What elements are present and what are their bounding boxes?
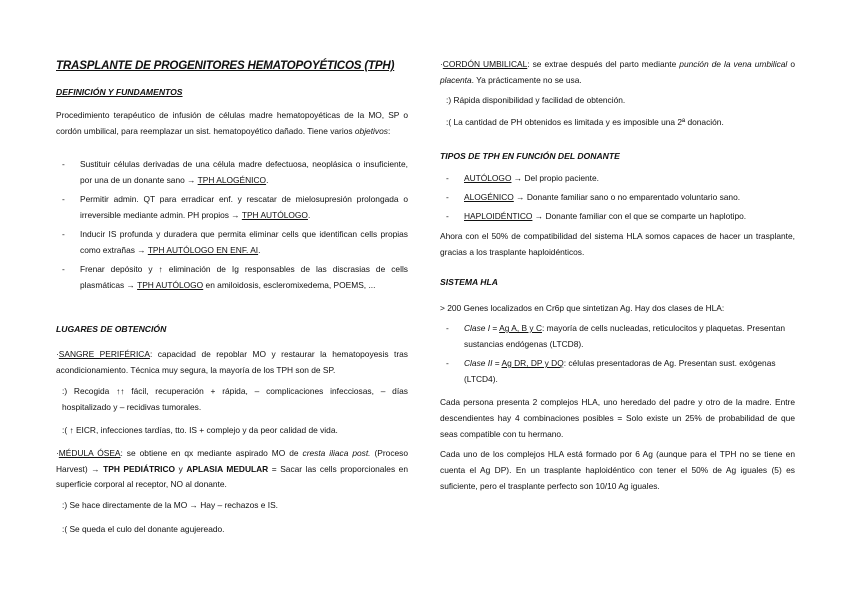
item-end: . xyxy=(307,209,311,220)
sangre-desventajas: :( ↑ EICR, infecciones tardías, tto. IS + complejo y da peor calidad de vida. xyxy=(62,425,338,435)
hla-class-label: Clase I xyxy=(464,323,491,333)
bullet-dot: · xyxy=(440,59,443,69)
hla-equals: = xyxy=(492,358,502,368)
cordon-umbilical-label: CORDÓN UMBILICAL xyxy=(442,59,528,69)
bullet-dot: · xyxy=(56,448,59,458)
item-tph-type: TPH ALOGÉNICO xyxy=(197,174,267,185)
item-end: en amiloidosis, escleromixedema, POEMS, ... xyxy=(203,279,376,290)
item-end: . xyxy=(266,174,269,185)
aplasia-medular: APLASIA MEDULAR xyxy=(186,463,269,474)
cordon-ventajas: :) Rápida disponibilidad y facilidad de obtención. xyxy=(446,95,626,105)
item-text: Permitir admin. QT para erradicar enf. y rescatar de mielosupresión prolongada o irreversible mediante admin. PH propios → xyxy=(80,194,408,220)
hla-antigens: Ag A, B y C xyxy=(499,323,542,333)
sangre-periferica-paragraph xyxy=(56,347,408,378)
tipo-label: ALOGÉNICO xyxy=(464,192,514,202)
medula-text: = Sacar las cells proporcionales en superficie corporal al receptor, NO al donante. xyxy=(56,463,408,489)
hla-class-text: : mayoría de cells nucleadas, reticulocitos y plaquetas. Presentan sustancias endógenas (LTCD8). xyxy=(464,323,786,349)
cordon-umbilical-paragraph xyxy=(440,56,795,88)
medula-osea-label: MÉDULA ÓSEA xyxy=(58,448,121,458)
sangre-ventajas: :) Recogida ↑↑ fácil, recuperación + rápida, – complicaciones infecciosas, – días hospitalizado y – recidivas tumorales. xyxy=(62,386,408,412)
hla-class-text: : células presentadoras de Ag. Presentan sust. exógenas (LTCD4). xyxy=(464,358,776,384)
item-tph-type: TPH AUTÓLOGO xyxy=(137,279,204,290)
sangre-periferica-text: : capacidad de repoblar MO y restaurar la hematopoyesis tras acondicionamiento. Técnica muy segura, la mayoría de los TPH son de SP. xyxy=(56,349,408,375)
item-tph-type: TPH AUTÓLOGO xyxy=(241,209,308,220)
sangre-periferica-label: SANGRE PERIFÉRICA xyxy=(58,349,150,359)
cordon-desventajas: :( La cantidad de PH obtenidos es limitada y es imposible una 2ª donación. xyxy=(446,117,724,127)
hla-class-label: Clase II xyxy=(464,358,493,368)
item-tph-type: TPH AUTÓLOGO EN ENF. AI xyxy=(147,244,259,255)
list-item xyxy=(56,157,408,188)
list-item xyxy=(56,262,408,293)
intro-objetivos: objetivos xyxy=(354,125,388,136)
tipos-list xyxy=(440,169,795,226)
list-item xyxy=(56,192,408,223)
cordon-text: . Ya prácticamente no se usa. xyxy=(471,75,582,85)
definicion-intro xyxy=(56,108,408,139)
hla-classes-list xyxy=(440,320,795,387)
bullet-dot: · xyxy=(56,349,59,359)
objetivos-list xyxy=(56,157,408,293)
item-end: . xyxy=(258,244,261,255)
tipo-text: → Donante familiar con el que se comparte un haplotipo. xyxy=(532,211,747,221)
intro-colon: : xyxy=(387,125,391,136)
list-item xyxy=(440,169,795,188)
list-item xyxy=(440,207,795,226)
cordon-italic: punción de la vena umbilical xyxy=(679,59,788,69)
medula-text: (Proceso Harvest) → xyxy=(56,448,409,474)
medula-ventajas: :) Se hace directamente de la MO → Hay – rechazos e IS. xyxy=(62,500,278,510)
tipos-heading: TIPOS DE TPH EN FUNCIÓN DEL DONANTE xyxy=(440,151,620,161)
tipo-text: → Del propio paciente. xyxy=(511,173,599,183)
medula-osea-paragraph xyxy=(56,446,408,493)
hla-paragraph-antigenos: Cada uno de los complejos HLA está formado por 6 Ag (aunque para el TPH no se tiene en cuenta el Ag DP). En un trasplante haploidéntico con tener el 50% de Ag iguales (5) es suficiente, pero el trasplante perfecto son 10/10 Ag iguales. xyxy=(440,449,795,491)
hla-intro: > 200 Genes localizados en Cr6p que sintetizan Ag. Hay dos clases de HLA: xyxy=(440,303,725,313)
lugares-heading: LUGARES DE OBTENCIÓN xyxy=(56,324,167,334)
medula-text: : se obtiene en qx mediante aspirado MO de xyxy=(120,448,303,458)
hla-equals: = xyxy=(490,323,500,333)
medula-text: y xyxy=(175,463,187,474)
item-text: Sustituir células derivadas de una célula madre defectuosa, neoplásica o insuficiente, por una de un donante sano → xyxy=(80,159,408,185)
document-title: TRASPLANTE DE PROGENITORES HEMATOPOYÉTICOS (TPH) xyxy=(56,59,395,72)
intro-text: Procedimiento terapéutico de infusión de células madre hematopoyéticas de la MO, SP o cordón umbilical, para reemplazar un sist. hematopoyético dañado. Tiene varios xyxy=(56,110,408,136)
hla-heading: SISTEMA HLA xyxy=(440,277,498,287)
list-item xyxy=(440,355,795,387)
cordon-text: o xyxy=(787,59,795,69)
tph-pediatrico: TPH PEDIÁTRICO xyxy=(103,463,176,474)
definicion-heading: DEFINICIÓN Y FUNDAMENTOS xyxy=(56,87,183,97)
tipo-label: AUTÓLOGO xyxy=(464,173,512,183)
tipos-note: Ahora con el 50% de compatibilidad del sistema HLA somos capaces de hacer un trasplante, gracias a los trasplante haploidénticos. xyxy=(440,231,795,257)
item-text: Inducir IS profunda y duradera que permita eliminar cells que identifican cells propias como extrañas → xyxy=(80,229,408,255)
hla-antigens: Ag DR, DP y DQ xyxy=(501,358,564,368)
item-text: Frenar depósito y ↑ eliminación de Ig responsables de las discrasias de cells plasmáticas → xyxy=(80,264,408,290)
medula-italic: cresta iliaca post. xyxy=(302,448,371,458)
tipo-text: → Donante familiar sano o no emparentado voluntario sano. xyxy=(513,192,741,202)
cordon-italic: placenta xyxy=(440,75,472,85)
tipo-label: HAPLOIDÉNTICO xyxy=(464,211,533,221)
cordon-text: : se extrae después del parto mediante xyxy=(527,59,680,69)
medula-desventajas: :( Se queda el culo del donante agujereado. xyxy=(62,524,225,534)
list-item xyxy=(440,320,795,352)
list-item xyxy=(440,188,795,207)
list-item xyxy=(56,227,408,258)
hla-paragraph-herencia: Cada persona presenta 2 complejos HLA, uno heredado del padre y otro de la madre. Entre descendientes hay 4 combinaciones posibles = Solo existe un 25% de probabilidad de que seas compatible con tu hermano. xyxy=(440,397,795,439)
